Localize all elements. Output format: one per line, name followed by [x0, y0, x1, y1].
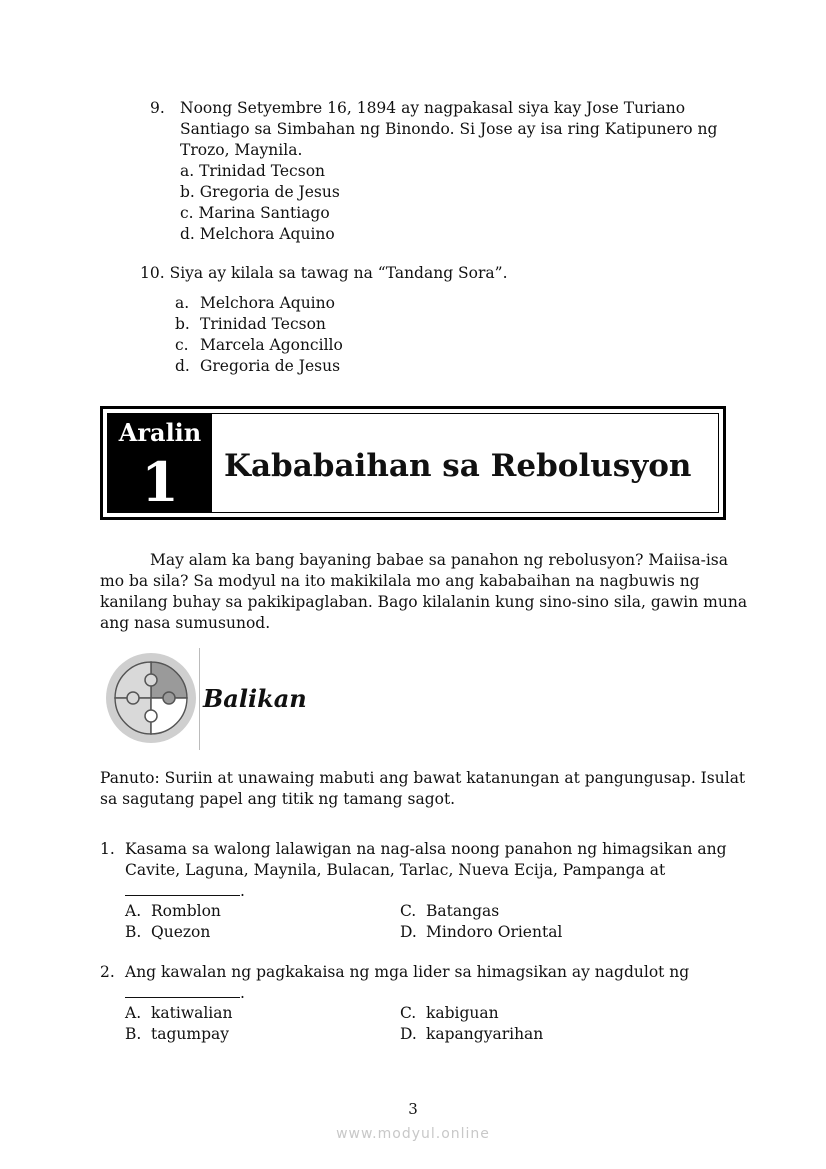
option-letter: b. — [175, 315, 190, 333]
instruction-line: sa sagutang papel ang titik ng tamang sagot. — [100, 790, 456, 808]
choice-letter: B. — [125, 923, 142, 941]
choice-c — [400, 1003, 499, 1024]
intro-line: kanilang buhay sa pakikipaglaban. Bago kilalanin kung sino-sino sila, gawin muna — [100, 593, 748, 611]
choice-letter: A. — [125, 1004, 142, 1022]
choice-a — [125, 1003, 232, 1024]
option-a — [175, 293, 335, 314]
section-title: Balikan — [203, 684, 307, 713]
option-d: d. Melchora Aquino — [180, 225, 335, 243]
puzzle-icon — [105, 652, 197, 744]
question-line: Trozo, Maynila. — [180, 141, 303, 159]
question-text — [180, 98, 717, 161]
question-line: Cavite, Laguna, Maynila, Bulacan, Tarlac, Nueva Ecija, Pampanga at — [125, 861, 666, 879]
choice-b — [125, 1024, 229, 1045]
choice-text: Romblon — [151, 902, 221, 920]
choice-letter: C. — [400, 1004, 417, 1022]
choice-text: tagumpay — [151, 1025, 229, 1043]
intro-line: May alam ka bang bayaning babae sa panahon ng rebolusyon? Maiisa-isa — [150, 551, 728, 569]
question-line: Santiago sa Simbahan ng Binondo. Si Jose ay isa ring Katipunero ng — [180, 120, 718, 138]
lesson-header-inner — [107, 413, 719, 513]
choice-text: Quezon — [151, 923, 211, 941]
lesson-number: 1 — [141, 450, 179, 514]
option-b: b. Gregoria de Jesus — [180, 183, 340, 201]
question-1 — [100, 839, 730, 949]
option-text: Marcela Agoncillo — [200, 336, 343, 354]
choice-letter: C. — [400, 902, 417, 920]
question-number: 2. — [100, 963, 115, 981]
option-text: Melchora Aquino — [200, 294, 335, 312]
choice-b — [125, 922, 210, 943]
option-b — [175, 314, 326, 335]
choice-letter: D. — [400, 923, 417, 941]
intro-paragraph — [100, 550, 748, 634]
lesson-number-block — [108, 414, 212, 512]
choice-c — [400, 901, 499, 922]
question-10: 10. Siya ay kilala sa tawag na “Tandang Sora”. — [140, 264, 508, 282]
option-d — [175, 356, 340, 377]
option-text: Trinidad Tecson — [200, 315, 326, 333]
option-letter: d. — [175, 357, 190, 375]
option-letter: a. — [175, 294, 190, 312]
choice-d — [400, 922, 562, 943]
option-text: Gregoria de Jesus — [200, 357, 341, 375]
lesson-title: Kababaihan sa Rebolusyon — [224, 448, 692, 484]
question-line: Noong Setyembre 16, 1894 ay nagpakasal siya kay Jose Turiano — [180, 99, 686, 117]
choice-text: katiwalian — [151, 1004, 233, 1022]
choice-a — [125, 901, 221, 922]
option-c — [175, 335, 343, 356]
choice-d — [400, 1024, 543, 1045]
watermark: www.modyul.online — [336, 1126, 490, 1142]
option-c: c. Marina Santiago — [180, 204, 330, 222]
intro-line: ang nasa sumusunod. — [100, 614, 271, 632]
page-number: 3 — [408, 1100, 418, 1118]
lesson-header — [100, 406, 726, 520]
instructions — [100, 768, 745, 810]
option-letter: c. — [175, 336, 189, 354]
choice-letter: D. — [400, 1025, 417, 1043]
lesson-word: Aralin — [118, 418, 202, 447]
blank-end: . — [240, 882, 245, 900]
divider — [199, 648, 200, 750]
choice-text: kabiguan — [426, 1004, 499, 1022]
choice-letter: B. — [125, 1025, 142, 1043]
choice-letter: A. — [125, 902, 142, 920]
blank-end: . — [240, 984, 245, 1002]
intro-line: mo ba sila? Sa modyul na ito makikilala mo ang kababaihan na nagbuwis ng — [100, 572, 700, 590]
choice-text: Mindoro Oriental — [426, 923, 563, 941]
question-line: Ang kawalan ng pagkakaisa ng mga lider sa himagsikan ay nagdulot ng — [125, 963, 690, 981]
choice-text: Batangas — [426, 902, 500, 920]
answer-blank — [125, 881, 245, 902]
instruction-line: Panuto: Suriin at unawaing mabuti ang bawat katanungan at pangungusap. Isulat — [100, 769, 746, 787]
answer-blank — [125, 983, 245, 1004]
question-line: Kasama sa walong lalawigan na nag-alsa noong panahon ng himagsikan ang — [125, 840, 727, 858]
question-number: 9. — [150, 99, 165, 117]
question-number: 1. — [100, 840, 115, 858]
choice-text: kapangyarihan — [426, 1025, 544, 1043]
option-a: a. Trinidad Tecson — [180, 162, 326, 180]
question-2 — [100, 962, 730, 1052]
